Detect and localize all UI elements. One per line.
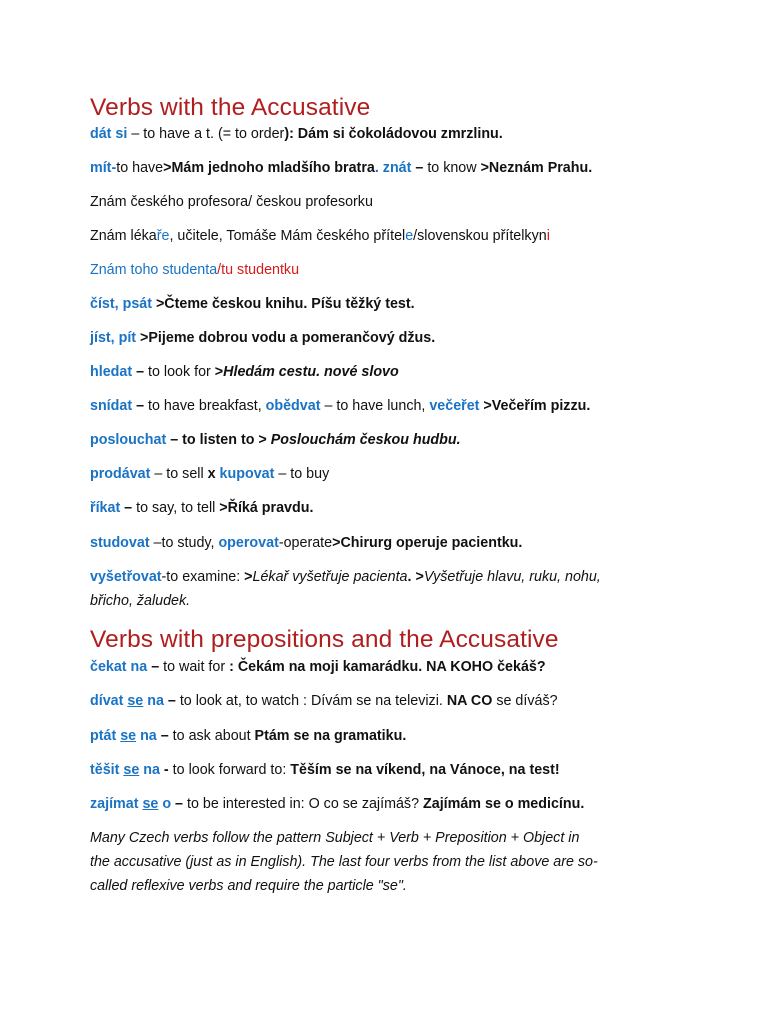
entry-divat-se-na: dívat se na – to look at, to watch : Dívám se na televizi. NA CO se díváš? bbox=[90, 693, 558, 709]
entry-vysetrovat: vyšetřovat-to examine: >Lékař vyšetřuje pacienta. >Vyšetřuje hlavu, ruku, nohu, bbox=[90, 569, 601, 585]
entry-vysetrovat-cont: břicho, žaludek. bbox=[90, 593, 191, 609]
note-line-2: the accusative (just as in English). The last four verbs from the list above are so- bbox=[90, 854, 598, 870]
example-student: Znám toho studenta/tu studentku bbox=[90, 262, 300, 278]
entry-cekat-na: čekat na – to wait for : Čekám na moji kamarádku. NA KOHO čekáš? bbox=[90, 659, 546, 675]
entry-snidat: snídat – to have breakfast, obědvat – to have lunch, večeřet >Večeřím pizzu. bbox=[90, 398, 591, 414]
example-profesor: Znám českého profesora/ českou profesorku bbox=[90, 194, 373, 210]
entry-tesit-se-na: těšit se na - to look forward to: Těším se na víkend, na Vánoce, na test! bbox=[90, 762, 560, 778]
entry-dat-si: dát si – to have a t. (= to order): Dám si čokoládovou zmrzlinu. bbox=[90, 126, 503, 142]
entry-jist-pit: jíst, pít >Pijeme dobrou vodu a pomerančový džus. bbox=[90, 330, 436, 346]
entry-studovat-operovat: studovat –to study, operovat-operate>Chirurg operuje pacientku. bbox=[90, 535, 523, 551]
entry-ptat-se-na: ptát se na – to ask about Ptám se na gramatiku. bbox=[90, 728, 407, 744]
verb: dát si bbox=[90, 126, 128, 142]
entry-prodavat-kupovat: prodávat – to sell x kupovat – to buy bbox=[90, 466, 330, 482]
entry-rikat: říkat – to say, to tell >Říká pravdu. bbox=[90, 500, 314, 516]
section-heading-prepositions: Verbs with prepositions and the Accusative bbox=[90, 626, 559, 653]
example-lekar: Znám lékaře, učitele, Tomáše Mám českého přítele/slovenskou přítelkyni bbox=[90, 228, 550, 244]
entry-zajimat-se-o: zajímat se o – to be interested in: O co se zajímáš? Zajímám se o medicínu. bbox=[90, 796, 585, 812]
entry-cist-psat: číst, psát >Čteme českou knihu. Píšu těžký test. bbox=[90, 296, 415, 312]
entry-poslouchat: poslouchat – to listen to > Poslouchám českou hudbu. bbox=[90, 432, 461, 448]
entry-hledat: hledat – to look for >Hledám cestu. nové slovo bbox=[90, 364, 399, 380]
entry-mit-znat: mít-to have>Mám jednoho mladšího bratra. znát – to know >Neznám Prahu. bbox=[90, 160, 593, 176]
note-line-1: Many Czech verbs follow the pattern Subject + Verb + Preposition + Object in bbox=[90, 830, 580, 846]
section-heading-accusative: Verbs with the Accusative bbox=[90, 94, 371, 121]
note-line-3: called reflexive verbs and require the particle "se". bbox=[90, 878, 407, 894]
